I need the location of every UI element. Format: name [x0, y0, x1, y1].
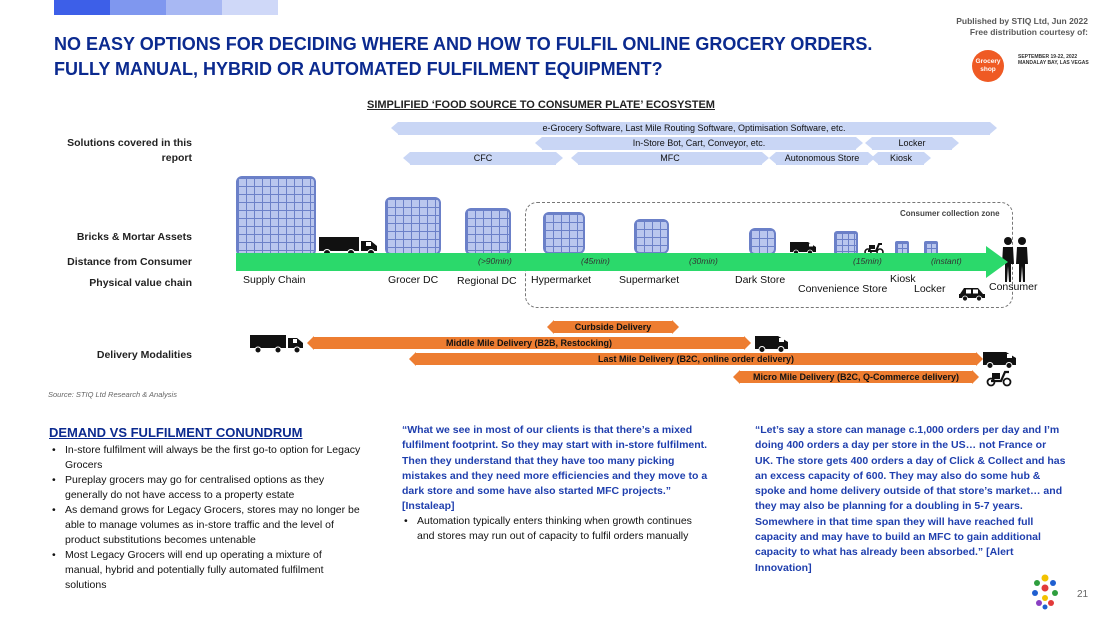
solution-mfc: MFC	[578, 152, 762, 165]
list-item: • Most Legacy Grocers will end up operating a mixture of manual, hybrid and potentially fully automated fulfilment solutions	[50, 548, 362, 593]
scooter-icon	[986, 369, 1012, 387]
row-label-solutions	[50, 136, 192, 166]
building-icon-hypermarket	[543, 212, 585, 254]
delivery-curbside: Curbside Delivery	[554, 321, 672, 333]
value-chain-arrowhead	[986, 246, 1008, 278]
event-dates: SEPTEMBER 19-22, 2022	[1018, 54, 1078, 60]
topbar-segment-3	[166, 0, 222, 15]
node-regional-dc: Regional DC	[457, 275, 517, 287]
distance-label-45: (45min)	[581, 256, 610, 266]
solution-cfc: CFC	[410, 152, 556, 165]
title-line-1: NO EASY OPTIONS FOR DECIDING WHERE AND HOW TO FULFIL ONLINE GROCERY ORDERS.	[54, 34, 873, 54]
delivery-micro-mile: Micro Mile Delivery (B2C, Q-Commerce delivery)	[740, 371, 972, 383]
page-number: 21	[1077, 589, 1089, 600]
conundrum-title: DEMAND VS FULFILMENT CONUNDRUM	[49, 425, 303, 440]
node-supply-chain: Supply Chain	[243, 274, 306, 286]
distribution-text: Free distribution courtesy of:	[969, 27, 1088, 37]
distance-label-90: (>90min)	[478, 256, 512, 266]
source-note: Source: STIQ Ltd Research & Analysis	[48, 390, 177, 399]
node-kiosk: Kiosk	[890, 273, 916, 285]
row-label-solutions-line2: report	[161, 152, 192, 164]
node-locker: Locker	[914, 283, 946, 295]
topbar-segment-1	[54, 0, 110, 15]
solution-locker: Locker	[872, 137, 952, 150]
consumer-collection-zone-label: Consumer collection zone	[900, 209, 1000, 218]
delivery-middle-mile: Middle Mile Delivery (B2B, Restocking)	[314, 337, 744, 349]
quote-instaleap: “What we see in most of our clients is that there’s a mixed fulfilment footprint. So they may start with in-store fulfilment. Then they understand that they have too many picking mistakes and they need more efficiencies and they move to a dark store and some have also started MFC projects.” [Instaleap]	[402, 424, 708, 513]
title-line-2: FULLY MANUAL, HYBRID OR AUTOMATED FULFILMENT EQUIPMENT?	[54, 59, 663, 79]
quote-alert-innovation: “Let’s say a store can manage c.1,000 orders per day and I’m doing 400 orders a day per store in the US… not France or UK. The store gets 400 orders a day of Click & Collect and has an excess capacity of 600. They may also do some hub & spoke and home delivery outside of that store’s market… and they may also be planning for a doubling in 5-7 years. Somewhere in that time span they will have reached full capacity and may have to build an MFC to gain additional capacity to what has already been absorbed.” [Alert Innovation]	[755, 424, 1066, 574]
published-text: Published by STIQ Ltd, Jun 2022	[956, 16, 1088, 26]
list-item: • Automation typically enters thinking when growth continues and stores may run out of capacity to fulfil orders manually	[402, 514, 702, 544]
solution-autonomous-store: Autonomous Store	[776, 152, 868, 165]
row-label-delivery: Delivery Modalities	[96, 349, 192, 361]
page-title	[54, 32, 934, 82]
node-hypermarket: Hypermarket	[531, 274, 592, 286]
solution-software: e-Grocery Software, Last Mile Routing Software, Optimisation Software, etc.	[398, 122, 990, 135]
list-item: • In-store fulfilment will always be the first go-to option for Legacy Grocers	[50, 443, 362, 473]
topbar-segment-4	[222, 0, 278, 15]
row-label-bricks: Bricks & Mortar Assets	[76, 231, 192, 243]
distance-label-15: (15min)	[853, 256, 882, 266]
row-label-value-chain: Physical value chain	[89, 277, 192, 289]
building-icon-grocer-dc	[385, 197, 441, 255]
conundrum-list	[50, 443, 362, 593]
building-icon-supermarket	[634, 219, 669, 254]
stiq-dots-logo	[1030, 574, 1060, 610]
row-label-solutions-line1: Solutions covered in this	[67, 137, 192, 149]
building-icon-regional-dc	[465, 208, 511, 255]
ecosystem-title: SIMPLIFIED ‘FOOD SOURCE TO CONSUMER PLATE’ ECOSYSTEM	[367, 99, 715, 111]
building-icon-convenience-store	[834, 231, 858, 255]
list-item: • Pureplay grocers may go for centralised options as they generally do not have access to a property estate	[50, 473, 362, 503]
car-icon	[958, 285, 986, 301]
instaleap-list	[402, 514, 702, 544]
solution-kiosk: Kiosk	[878, 152, 924, 165]
node-convenience-store: Convenience Store	[798, 283, 888, 295]
van-icon	[983, 350, 1019, 369]
node-consumer: Consumer	[989, 281, 1038, 293]
solution-instore-bot: In-Store Bot, Cart, Conveyor, etc.	[542, 137, 856, 150]
event-venue: MANDALAY BAY, LAS VEGAS	[1018, 60, 1089, 66]
row-label-distance: Distance from Consumer	[67, 256, 192, 268]
groceryshop-logo: Grocery shop	[972, 50, 1004, 82]
list-item: • As demand grows for Legacy Grocers, stores may no longer be able to manage volumes as in-store traffic and the level of product substitutions becomes untenable	[50, 503, 362, 548]
node-grocer-dc: Grocer DC	[388, 274, 439, 286]
building-icon-supply-chain	[236, 176, 316, 256]
delivery-last-mile: Last Mile Delivery (B2C, online order delivery)	[416, 353, 976, 365]
topbar-segment-2	[110, 0, 166, 15]
van-icon	[755, 334, 791, 353]
distance-label-instant: (instant)	[931, 256, 962, 266]
truck-icon	[250, 333, 306, 354]
building-icon-dark-store	[749, 228, 776, 255]
node-dark-store: Dark Store	[735, 274, 786, 286]
event-details	[1018, 54, 1089, 66]
node-supermarket: Supermarket	[619, 274, 680, 286]
publisher-note	[956, 16, 1088, 38]
distance-label-30: (30min)	[689, 256, 718, 266]
